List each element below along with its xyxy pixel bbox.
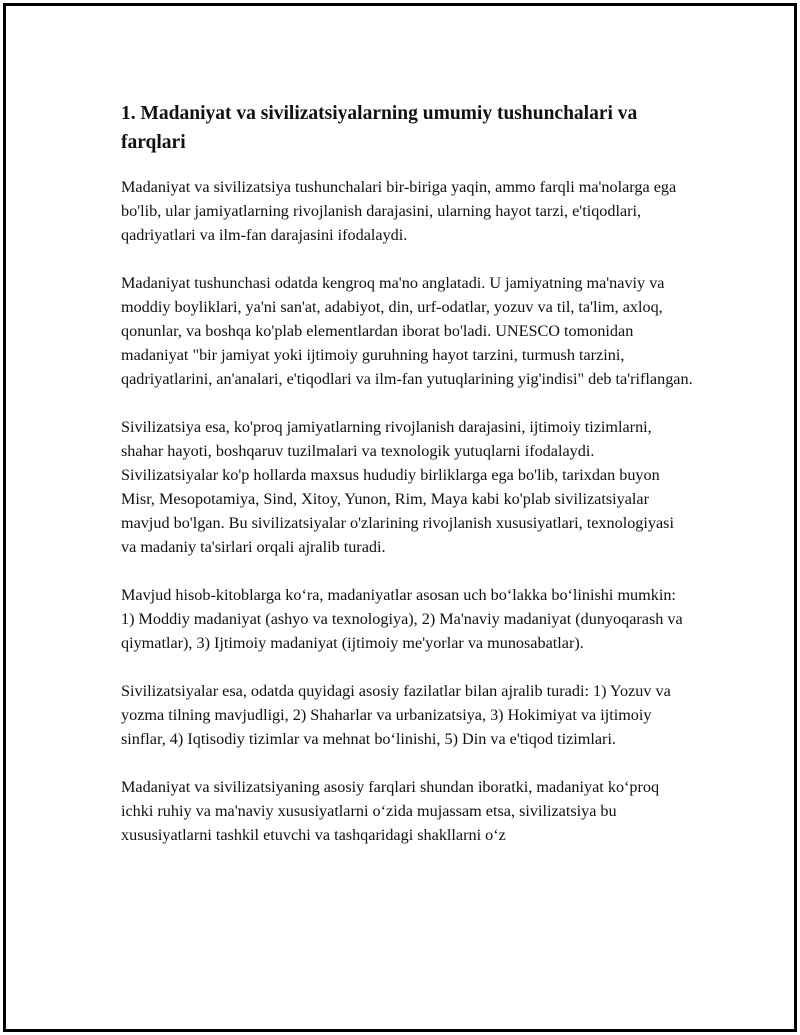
paragraph-intro: Madaniyat va sivilizatsiya tushunchalari bir-biriga yaqin, ammo farqli ma'nolarga ega bo'lib, ular jamiyatlarning rivojlanish darajasini, ularning hayot tarzi, e'tiqodlari, qadriyatlari va ilm-fan darajasini ifodalaydi.: [121, 178, 677, 244]
paragraph-civilization: Sivilizatsiya esa, ko'proq jamiyatlarning rivojlanish darajasini, ijtimoiy tizimlarni, shahar hayoti, boshqaruv tuzilmalari va texnologik yutuqlarni ifodalaydi. Sivilizatsiyalar ko'p hollarda maxsus hududiy birliklarga ega bo'lib, tarixdan buyon Misr, Mesopotamiya, Sind, Xitoy, Yunon, Rim, Maya kabi ko'plab sivilizatsiyalar mavjud bo'lgan. Bu sivilizatsiyalar o'zlarining rivojlanish xususiyatlari, texnologiyasi va madaniy ta'sirlari orqali ajralib turadi.: [121, 418, 674, 556]
page-frame: [3, 3, 797, 1032]
paragraph-civilization-features: Sivilizatsiyalar esa, odatda quyidagi asosiy fazilatlar bilan ajralib turadi: 1) Yozuv va yozma tilning mavjudligi, 2) Shaharlar va urbanizatsiya, 3) Hokimiyat va ijtimoiy sinflar, 4) Iqtisodiy tizimlar va mehnat boʻlinishi, 5) Din va e'tiqod tizimlari.: [121, 682, 671, 748]
paragraph-culture: Madaniyat tushunchasi odatda kengroq ma'no anglatadi. U jamiyatning ma'naviy va moddiy boyliklari, ya'ni san'at, adabiyot, din, urf-odatlar, yozuv va til, ta'lim, axloq, qonunlar, va boshqa ko'plab elementlardan iborat bo'ladi. UNESCO tomonidan madaniyat "bir jamiyat yoki ijtimoiy guruhning hayot tarzini, turmush tarzini, qadriyatlarini, an'analari, e'tiqodlari va ilm-fan yutuqlarining yig'indisi" deb ta'riflangan.: [121, 274, 693, 388]
paragraph-differences: Madaniyat va sivilizatsiyaning asosiy farqlari shundan iboratki, madaniyat koʻproq ichki ruhiy va ma'naviy xususiyatlarni oʻzida mujassam etsa, sivilizatsiya bu xususiyatlarni tashkil etuvchi va tashqaridagi shakllarni oʻz: [121, 778, 660, 844]
document-body: [121, 99, 693, 871]
paragraph-culture-types: Mavjud hisob-kitoblarga koʻra, madaniyatlar asosan uch boʻlakka boʻlinishi mumkin: 1) Moddiy madaniyat (ashyo va texnologiya), 2) Ma'naviy madaniyat (dunyoqarash va qiymatlar), 3) Ijtimoiy madaniyat (ijtimoiy me'yorlar va munosabatlar).: [121, 586, 683, 652]
section-heading: 1. Madaniyat va sivilizatsiyalarning umumiy tushunchalari va farqlari: [121, 103, 638, 153]
